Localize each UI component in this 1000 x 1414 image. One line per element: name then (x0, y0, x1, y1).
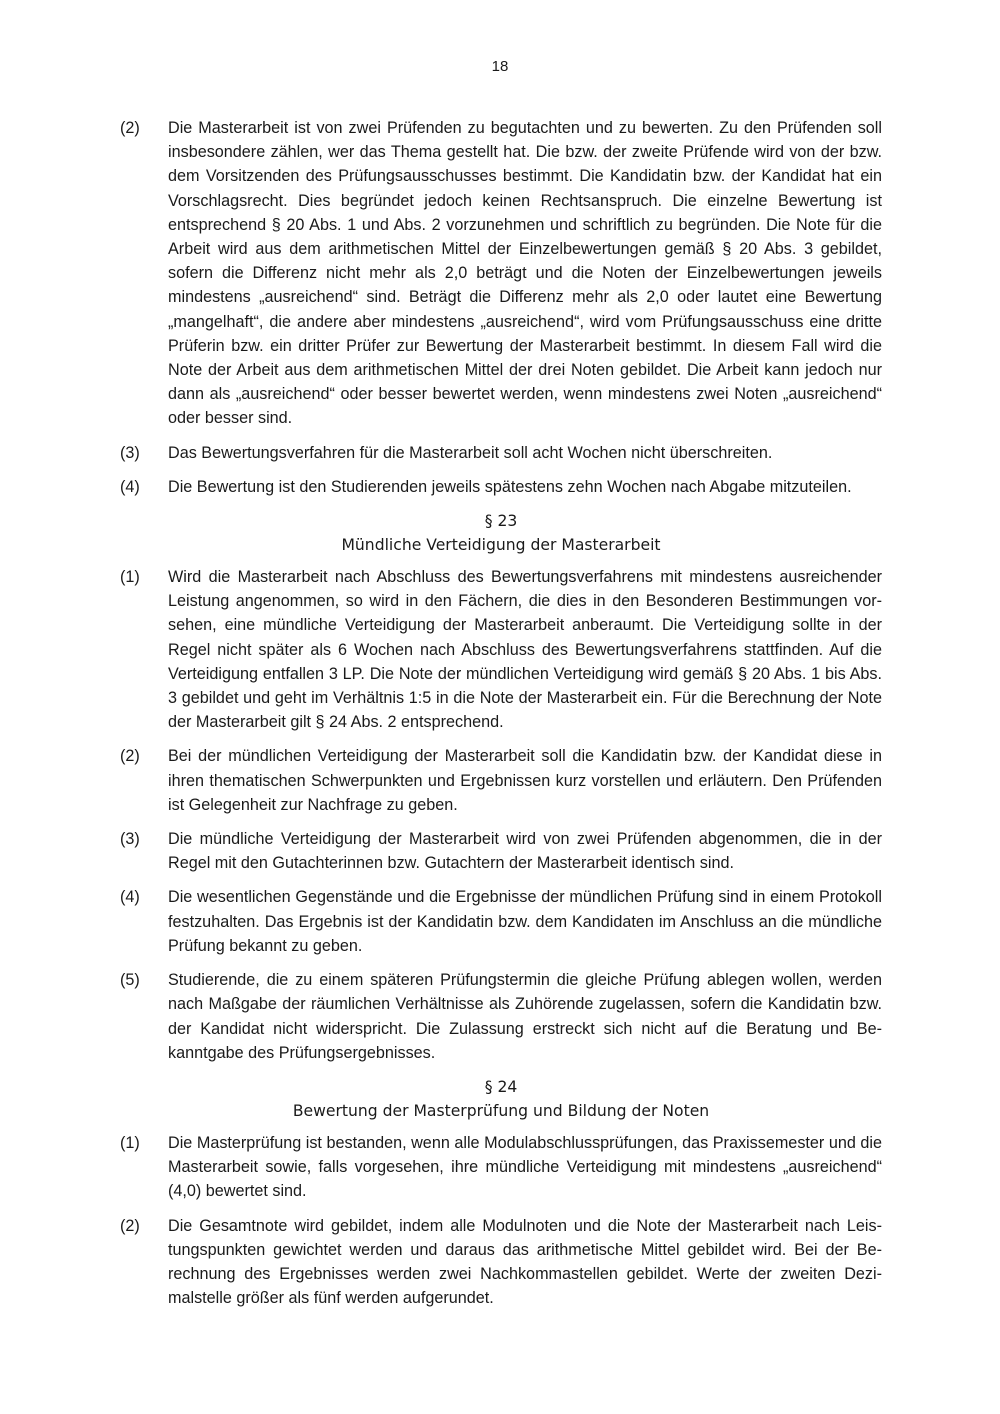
paragraph-text: Die Bewertung ist den Studierenden jeweils spätestens zehn Wochen nach Abgabe mitzuteilen. (168, 477, 852, 496)
paragraph-text: Die mündliche Verteidigung der Masterarbeit wird von zwei Prüfenden abgenommen, die in der Regel mit den Gutachterinnen bzw. Gutachtern der Masterarbeit identisch sind. (168, 830, 882, 873)
paragraph (120, 441, 882, 465)
document-body (120, 116, 882, 1320)
paragraph-number: (4) (120, 477, 140, 496)
paragraph-text: Die wesentlichen Gegenstände und die Ergebnisse der mündlichen Prüfung sind in einem Protokoll festzuhalten. Das Ergebnis ist der Kandidatin bzw. dem Kandidaten im Anschluss an die mündliche Prüfung bekannt zu geben. (168, 888, 882, 955)
paragraph-number: (3) (120, 830, 140, 849)
paragraph-text: Die Masterprüfung ist bestanden, wenn alle Modulabschlussprüfungen, das Praxissemester und die Masterarbeit sowie, falls vorgesehen, ihre mündliche Verteidigung mit mindestens „ausreichend“ (4,0) bewertet sind. (168, 1133, 882, 1201)
paragraph-number: (4) (120, 888, 140, 907)
paragraph (120, 885, 882, 958)
section-title: Bewertung der Masterprüfung und Bildung der Noten (292, 1101, 710, 1120)
paragraph-text: Das Bewertungsverfahren für die Masterarbeit soll acht Wochen nicht überschreiten. (168, 443, 773, 462)
paragraph (120, 1214, 882, 1311)
paragraph-number: (1) (120, 568, 140, 587)
paragraph-text: Die Gesamtnote wird gebildet, indem alle Modulnoten und die Note der Masterarbeit nach Leistungspunkten gewichtet werden und daraus das arithmetische Mittel gebildet wird. Bei der Berechnung des Ergebnisses werden zwei Nachkommastellen gebildet. Werte der zweiten Dezimalstelle größer als fünf werden aufgerundet. (168, 1216, 882, 1308)
section-heading-24 (120, 1075, 882, 1123)
paragraph (120, 1131, 882, 1204)
section-number: § 24 (484, 1077, 518, 1096)
paragraph-text: Wird die Masterarbeit nach Abschluss des Bewertungsverfahrens mit mindestens ausreichender Leistung angenommen, so wird in den Fächern, die dies in den Besonderen Bestimmungen vorsehen, eine mündliche Verteidigung der Masterarbeit anberaumt. Die Verteidigung sollte in der Regel nicht später als 6 Wochen nach Abschluss des Bewertungsverfahrens stattfinden. Auf die Verteidigung entfallen 3 LP. Die Note der mündlichen Verteidigung wird gemäß § 20 Abs. 1 bis Abs. 3 gebildet und geht im Verhältnis 1:5 in die Note der Masterarbeit ein. Für die Berechnung der Note der Masterarbeit gilt § 24 Abs. 2 entsprechend. (168, 568, 882, 732)
section-number: § 23 (484, 512, 518, 531)
section-title: Mündliche Verteidigung der Masterarbeit (341, 536, 661, 555)
paragraph-text: Bei der mündlichen Verteidigung der Masterarbeit soll die Kandidatin bzw. der Kandidat diese in ihren thematischen Schwerpunkten und Ergebnissen kurz vorstellen und erläutern. Den Prüfenden ist Gelegenheit zur Nachfrage zu geben. (168, 747, 882, 814)
paragraph-number: (2) (120, 119, 140, 137)
paragraph-number: (3) (120, 443, 140, 462)
page-number: 18 (491, 58, 509, 75)
paragraph-number: (1) (120, 1133, 140, 1152)
paragraph-text: Studierende, die zu einem späteren Prüfungstermin die gleiche Prüfung ablegen wollen, werden nach Maßgabe der räumlichen Verhältnisse als Zuhörende zugelassen, sofern die Kandidatin bzw. der Kandidat nicht widerspricht. Die Zulassung erstreckt sich nicht auf die Beratung und Bekanntgabe des Prüfungsergebnisses. (168, 971, 882, 1062)
paragraph (120, 744, 882, 817)
paragraph (120, 475, 882, 499)
paragraph (120, 116, 882, 431)
paragraph (120, 827, 882, 875)
paragraph-number: (2) (120, 1216, 140, 1235)
paragraph (120, 968, 882, 1065)
section-heading-23 (120, 509, 882, 557)
paragraph-number: (5) (120, 971, 140, 990)
paragraph-number: (2) (120, 747, 140, 766)
paragraph-text: Die Masterarbeit ist von zwei Prüfenden zu begutachten und zu bewerten. Zu den Prüfenden soll insbesondere zählen, wer das Thema gestellt hat. Die bzw. der zweite Prüfende wird von der bzw. dem Vorsitzenden des Prüfungsausschusses bestimmt. Die Kandidatin bzw. der Kandidat hat ein Vorschlagsrecht. Dies begründet jedoch keinen Rechtsanspruch. Die einzelne Bewertung ist entsprechend § 20 Abs. 1 und Abs. 2 vorzunehmen und schriftlich zu begründen. Die Note für die Arbeit wird aus dem arithmetischen Mittel der Einzelbewertungen gemäß § 20 Abs. 3 gebildet, sofern die Differenz nicht mehr als 2,0 beträgt und die Noten der Einzelbewertungen jeweils mindestens „ausreichend“ sind. Beträgt die Differenz mehr als 2,0 oder lautet eine Bewertung „mangelhaft“, die andere aber mindestens „ausreichend“, wird vom Prüfungsausschuss eine dritte Prüferin bzw. ein dritter Prüfer zur Bewertung der Masterarbeit bestimmt. In diesem Fall wird die Note der Arbeit aus dem arithmetischen Mittel der drei Noten gebildet. Die Arbeit kann jedoch nur dann als „ausreichend“ oder besser bewertet werden, wenn mindestens zwei Noten „ausreichend“ oder besser sind. (168, 119, 882, 428)
paragraph (120, 565, 882, 734)
